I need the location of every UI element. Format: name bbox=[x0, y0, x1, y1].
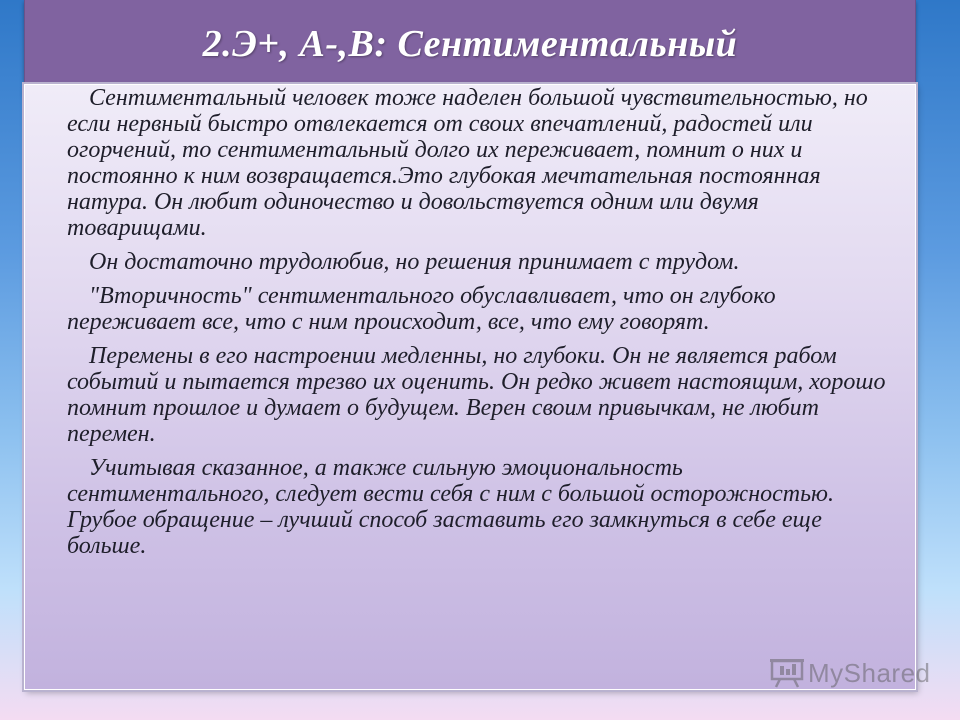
slide-title-bar bbox=[24, 0, 916, 96]
content-panel bbox=[24, 84, 916, 690]
paragraph-5: Учитывая сказанное, а также сильную эмоциональность сентиментального, следует вести себя с ним с большой осторожностью. Грубое обращение – лучший способ заставить его замкнуться в себе еще больше. bbox=[67, 455, 834, 559]
watermark-logo bbox=[770, 656, 931, 690]
paragraph-3: "Вторичность" сентиментального обуславливает, что он глубоко переживает все, что с ним происходит, все, что ему говорят. bbox=[67, 283, 776, 335]
presentation-board-icon bbox=[770, 658, 804, 688]
paragraph-1: Сентиментальный человек тоже наделен большой чувствительностью, но если нервный быстро отвлекается от своих впечатлений, радостей или огорчений, то сентиментальный долго их переживает, помнит о них и постоянно к ним возвращается.Это глубокая мечтательная постоянная натура. Он любит одиночество и довольствуется одним или двумя товарищами. bbox=[67, 85, 868, 241]
slide-title: 2.Э+, А-,В: Сентиментальный bbox=[202, 23, 738, 65]
watermark-text: MyShared bbox=[808, 657, 931, 688]
paragraph-2: Он достаточно трудолюбив, но решения принимает с трудом. bbox=[89, 249, 740, 275]
paragraph-4: Перемены в его настроении медленны, но глубоки. Он не является рабом событий и пытается трезво их оценить. Он редко живет настоящим, хорошо помнит прошлое и думает о будущем. Верен своим привычкам, не любит перемен. bbox=[67, 343, 886, 447]
slide-body-text bbox=[67, 85, 889, 567]
